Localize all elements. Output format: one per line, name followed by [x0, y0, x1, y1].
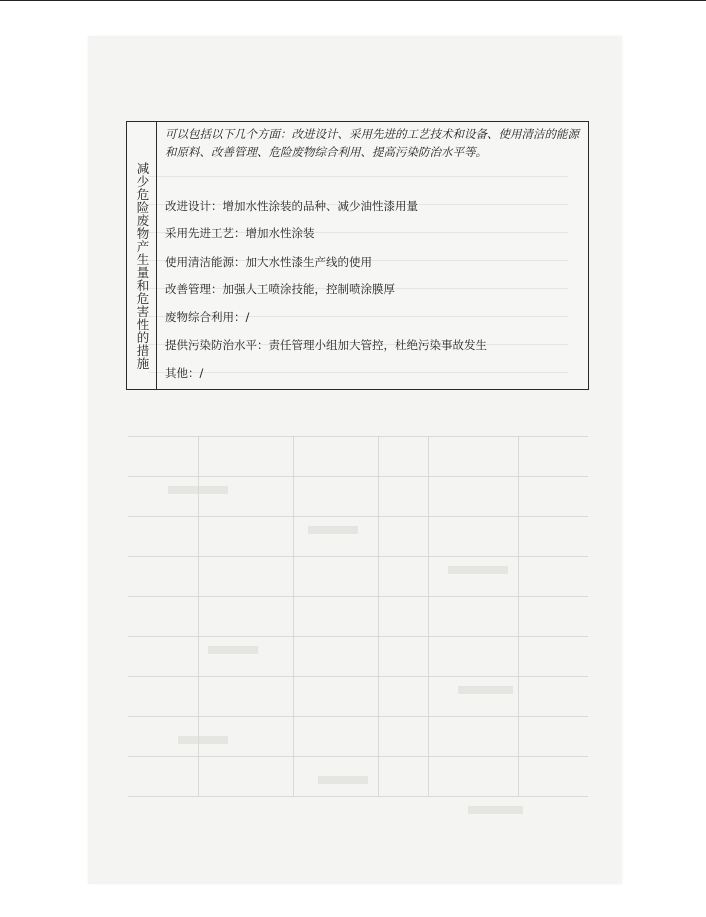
item-label: 使用清洁能源：	[165, 255, 246, 269]
item-label: 提供污染防治水平：	[165, 338, 269, 352]
item-value: 加强人工喷涂技能，控制喷涂膜厚	[222, 282, 395, 296]
item-label: 改善管理：	[165, 282, 223, 296]
row-label-cell	[127, 122, 157, 389]
measures-content-cell	[157, 122, 588, 389]
top-rule	[0, 0, 706, 1]
item-value: 加大水性漆生产线的使用	[245, 255, 372, 269]
list-item	[165, 310, 249, 324]
list-item	[165, 282, 395, 296]
item-value: 增加水性涂装	[245, 226, 315, 240]
item-label: 其他：	[165, 366, 200, 380]
item-label: 采用先进工艺：	[165, 226, 246, 240]
row-label: 减少危险废物产生量和危害性的措施	[135, 162, 150, 370]
item-value: /	[245, 310, 250, 324]
item-value: /	[199, 366, 204, 380]
list-item	[165, 199, 418, 213]
item-label: 废物综合利用：	[165, 310, 246, 324]
item-value: 增加水性涂装的品种、减少油性漆用量	[222, 199, 418, 213]
list-item	[165, 338, 487, 352]
measures-table	[126, 121, 589, 390]
item-label: 改进设计：	[165, 199, 223, 213]
intro-text: 可以包括以下几个方面：改进设计、采用先进的工艺技术和设备、使用清洁的能源和原料、改善管理、危险废物综合利用、提高污染防治水平等。	[165, 127, 579, 159]
list-item	[165, 366, 203, 380]
item-value: 责任管理小组加大管控，杜绝污染事故发生	[268, 338, 487, 352]
list-item	[165, 255, 372, 269]
list-item	[165, 226, 315, 240]
